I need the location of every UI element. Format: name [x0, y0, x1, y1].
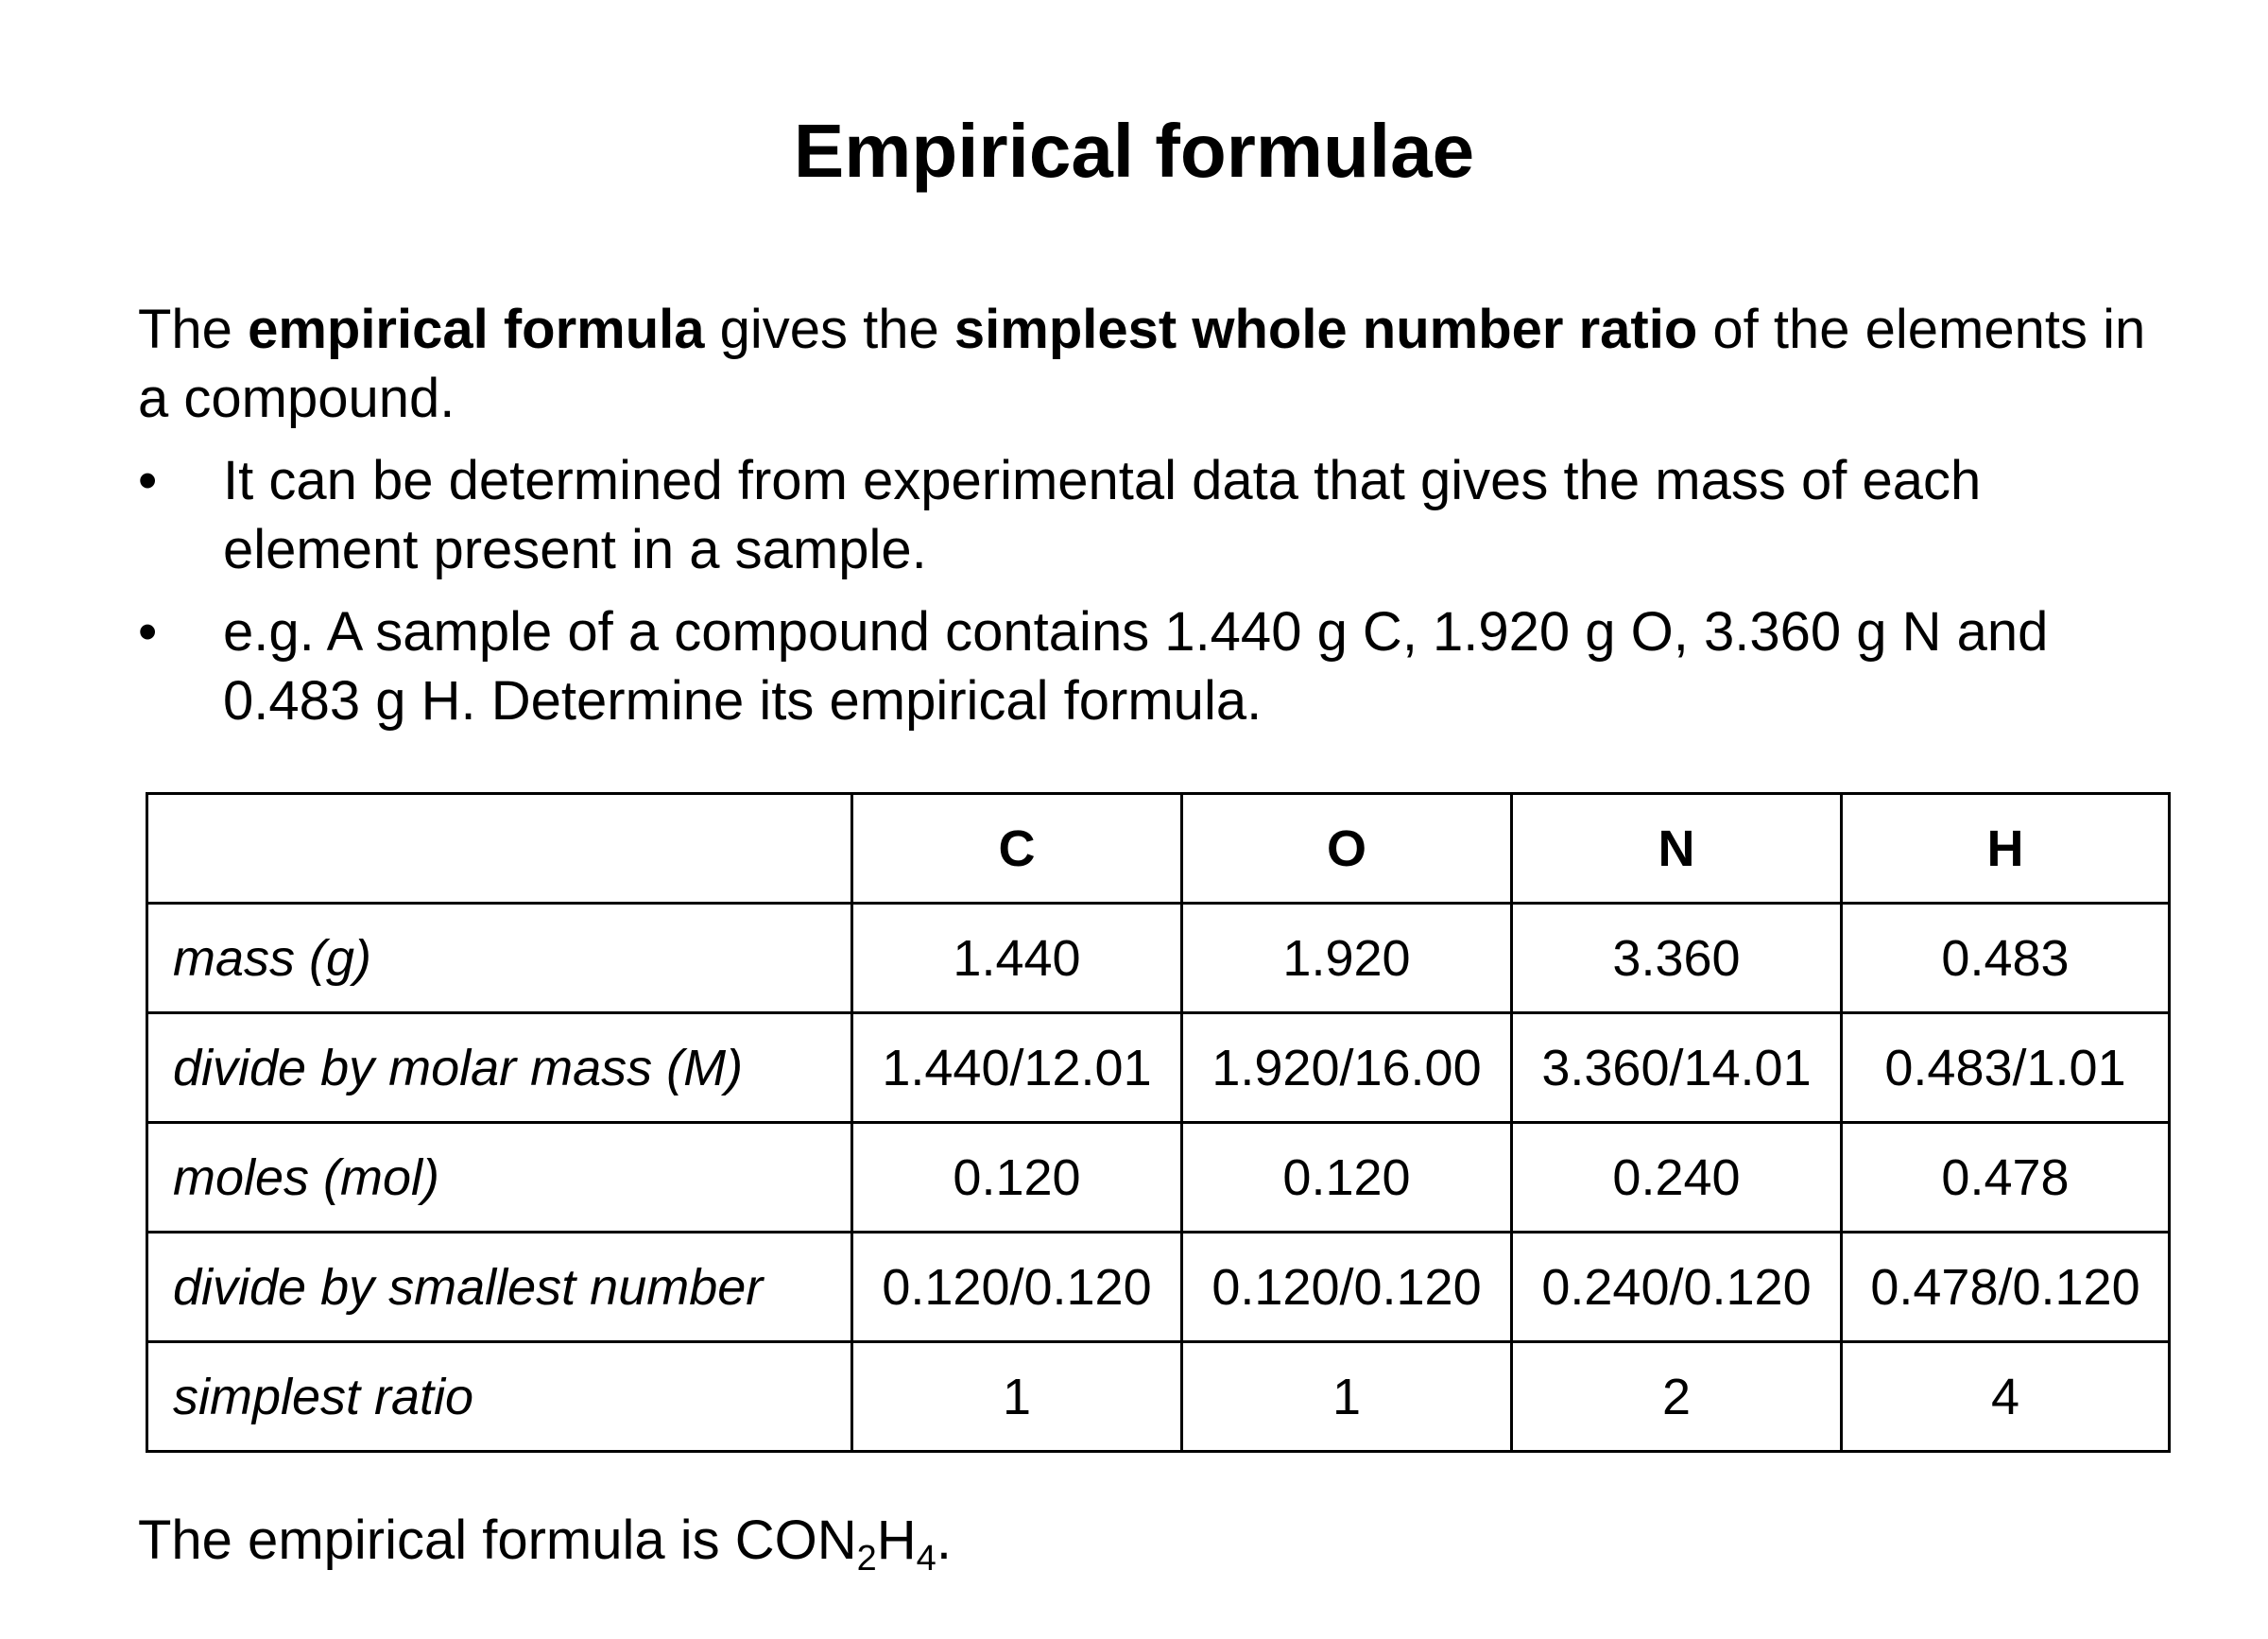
subscript-n: 2 — [856, 1539, 877, 1579]
table-row — [147, 1233, 2170, 1342]
intro-bold-ratio: simplest whole number ratio — [954, 299, 1698, 360]
intro-text-3: of the elements in a compound. — [138, 299, 2146, 429]
row-label: divide by smallest number — [147, 1233, 852, 1342]
table-cell: 1.920/16.00 — [1182, 1013, 1512, 1123]
table-row — [147, 904, 2170, 1013]
conclusion-statement — [138, 1503, 952, 1579]
table-cell: 0.478/0.120 — [1842, 1233, 2170, 1342]
row-label: mass (g) — [147, 904, 852, 1013]
table-row — [147, 1013, 2170, 1123]
bullet-marker: • — [138, 601, 158, 663]
table-cell: 0.483 — [1842, 904, 2170, 1013]
header-cell-h: H — [1842, 794, 2170, 904]
table-row — [147, 1342, 2170, 1452]
header-cell-c: C — [852, 794, 1182, 904]
table-cell: 0.120 — [1182, 1123, 1512, 1233]
table-cell: 1 — [1182, 1342, 1512, 1452]
table-header-row — [147, 794, 2170, 904]
header-cell-o: O — [1182, 794, 1512, 904]
conclusion-suffix: . — [936, 1510, 952, 1571]
header-cell-empty — [147, 794, 852, 904]
bullet-item — [138, 446, 2170, 584]
table-row — [147, 1123, 2170, 1233]
table-cell: 1.920 — [1182, 904, 1512, 1013]
table-cell: 3.360 — [1512, 904, 1842, 1013]
intro-bold-empirical-formula: empirical formula — [248, 299, 705, 360]
table-cell: 4 — [1842, 1342, 2170, 1452]
table-cell: 0.240 — [1512, 1123, 1842, 1233]
table-cell: 0.120/0.120 — [852, 1233, 1182, 1342]
table-cell: 3.360/14.01 — [1512, 1013, 1842, 1123]
bullet-text: It can be determined from experimental data that gives the mass of each element present in a sample. — [223, 450, 1982, 580]
row-label: moles (mol) — [147, 1123, 852, 1233]
header-cell-n: N — [1512, 794, 1842, 904]
table-cell: 0.483/1.01 — [1842, 1013, 2170, 1123]
row-label: simplest ratio — [147, 1342, 852, 1452]
table-cell: 1 — [852, 1342, 1182, 1452]
row-label: divide by molar mass (M) — [147, 1013, 852, 1123]
table-cell: 0.240/0.120 — [1512, 1233, 1842, 1342]
bullet-item — [138, 597, 2170, 735]
table-cell: 1.440 — [852, 904, 1182, 1013]
page-title: Empirical formulae — [793, 109, 1475, 193]
conclusion-h: H — [876, 1510, 917, 1571]
table-cell: 0.120/0.120 — [1182, 1233, 1512, 1342]
bullet-marker: • — [138, 450, 158, 511]
conclusion-prefix: The empirical formula is CON — [138, 1510, 857, 1571]
intro-text-1: The — [138, 299, 249, 360]
subscript-h: 4 — [916, 1539, 936, 1579]
table-cell: 0.120 — [852, 1123, 1182, 1233]
intro-text-2: gives the — [704, 299, 954, 360]
calculation-table — [146, 792, 2171, 1453]
table-cell: 0.478 — [1842, 1123, 2170, 1233]
bullet-text: e.g. A sample of a compound contains 1.440 g C, 1.920 g O, 3.360 g N and 0.483 g H. Determine its empirical formula. — [223, 601, 2049, 732]
table-cell: 1.440/12.01 — [852, 1013, 1182, 1123]
bullet-list — [138, 446, 2170, 749]
table-cell: 2 — [1512, 1342, 1842, 1452]
intro-paragraph — [138, 295, 2170, 433]
